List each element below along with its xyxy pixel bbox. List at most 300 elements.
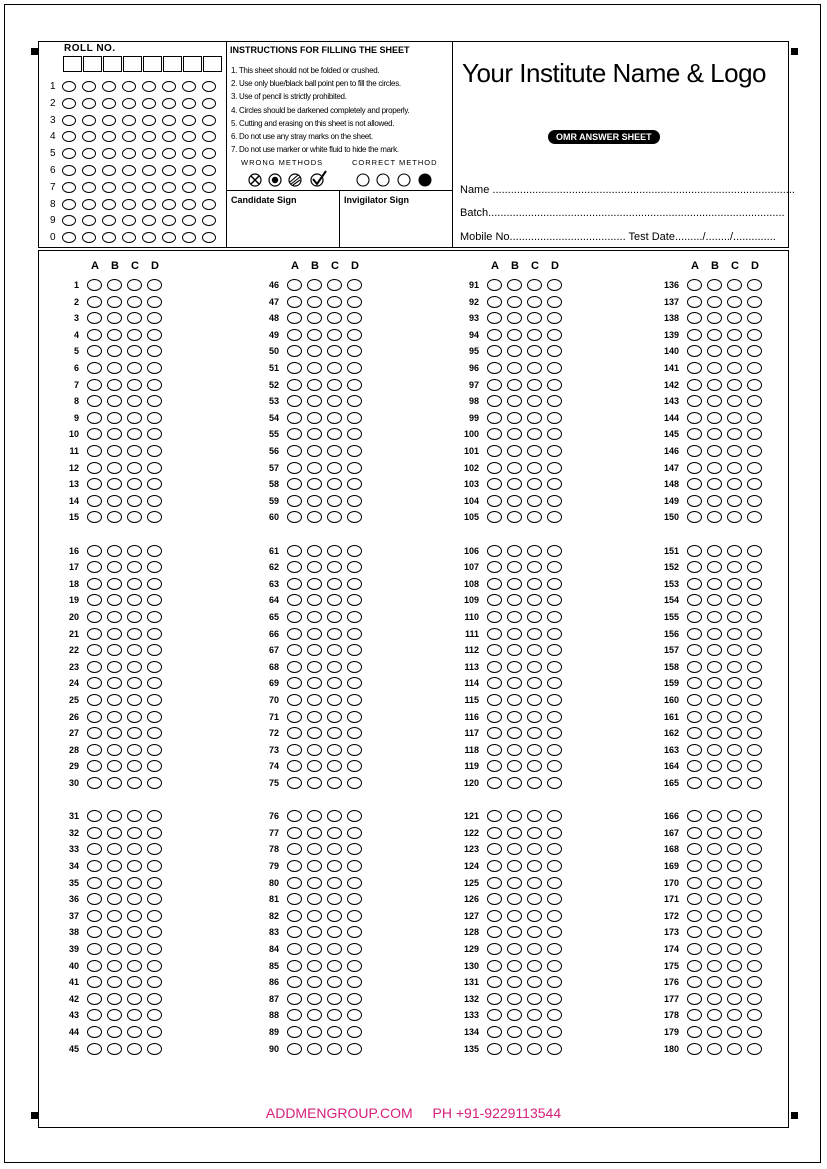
answer-bubble[interactable]: [547, 777, 562, 789]
answer-bubble[interactable]: [727, 877, 742, 889]
answer-bubble[interactable]: [87, 511, 102, 523]
answer-bubble[interactable]: [287, 760, 302, 772]
answer-bubble[interactable]: [107, 478, 122, 490]
answer-bubble[interactable]: [487, 578, 502, 590]
answer-bubble[interactable]: [727, 279, 742, 291]
answer-bubble[interactable]: [687, 611, 702, 623]
answer-bubble[interactable]: [107, 362, 122, 374]
answer-bubble[interactable]: [87, 611, 102, 623]
answer-bubble[interactable]: [107, 877, 122, 889]
answer-bubble[interactable]: [747, 379, 762, 391]
answer-bubble[interactable]: [527, 910, 542, 922]
answer-bubble[interactable]: [327, 362, 342, 374]
answer-bubble[interactable]: [147, 827, 162, 839]
roll-bubble[interactable]: [62, 182, 76, 193]
answer-bubble[interactable]: [727, 578, 742, 590]
answer-bubble[interactable]: [87, 362, 102, 374]
answer-bubble[interactable]: [507, 661, 522, 673]
answer-bubble[interactable]: [347, 843, 362, 855]
roll-bubble[interactable]: [62, 165, 76, 176]
answer-bubble[interactable]: [547, 296, 562, 308]
answer-bubble[interactable]: [147, 395, 162, 407]
answer-bubble[interactable]: [487, 760, 502, 772]
answer-bubble[interactable]: [147, 644, 162, 656]
answer-bubble[interactable]: [707, 727, 722, 739]
roll-bubble[interactable]: [62, 115, 76, 126]
answer-bubble[interactable]: [707, 877, 722, 889]
answer-bubble[interactable]: [327, 279, 342, 291]
answer-bubble[interactable]: [287, 362, 302, 374]
answer-bubble[interactable]: [487, 561, 502, 573]
answer-bubble[interactable]: [727, 495, 742, 507]
answer-bubble[interactable]: [87, 711, 102, 723]
roll-bubble[interactable]: [182, 232, 196, 243]
roll-bubble[interactable]: [182, 131, 196, 142]
answer-bubble[interactable]: [327, 677, 342, 689]
answer-bubble[interactable]: [707, 362, 722, 374]
answer-bubble[interactable]: [747, 943, 762, 955]
answer-bubble[interactable]: [507, 744, 522, 756]
answer-bubble[interactable]: [547, 711, 562, 723]
answer-bubble[interactable]: [107, 511, 122, 523]
answer-bubble[interactable]: [707, 478, 722, 490]
roll-bubble[interactable]: [162, 98, 176, 109]
answer-bubble[interactable]: [527, 379, 542, 391]
answer-bubble[interactable]: [327, 877, 342, 889]
answer-bubble[interactable]: [87, 495, 102, 507]
answer-bubble[interactable]: [147, 926, 162, 938]
answer-bubble[interactable]: [747, 561, 762, 573]
answer-bubble[interactable]: [127, 296, 142, 308]
answer-bubble[interactable]: [507, 412, 522, 424]
answer-bubble[interactable]: [687, 545, 702, 557]
roll-number-entry-boxes[interactable]: [63, 56, 223, 72]
answer-bubble[interactable]: [747, 727, 762, 739]
answer-bubble[interactable]: [347, 677, 362, 689]
answer-bubble[interactable]: [527, 395, 542, 407]
answer-bubble[interactable]: [127, 760, 142, 772]
answer-bubble[interactable]: [347, 412, 362, 424]
answer-bubble[interactable]: [87, 395, 102, 407]
answer-bubble[interactable]: [327, 395, 342, 407]
roll-bubble[interactable]: [102, 131, 116, 142]
answer-bubble[interactable]: [287, 279, 302, 291]
answer-bubble[interactable]: [307, 578, 322, 590]
answer-bubble[interactable]: [687, 1009, 702, 1021]
answer-bubble[interactable]: [347, 312, 362, 324]
answer-bubble[interactable]: [347, 379, 362, 391]
answer-bubble[interactable]: [687, 760, 702, 772]
answer-bubble[interactable]: [487, 827, 502, 839]
answer-bubble[interactable]: [127, 926, 142, 938]
answer-bubble[interactable]: [547, 677, 562, 689]
answer-bubble[interactable]: [307, 910, 322, 922]
roll-bubble[interactable]: [102, 98, 116, 109]
answer-bubble[interactable]: [327, 644, 342, 656]
answer-bubble[interactable]: [727, 628, 742, 640]
roll-bubble[interactable]: [182, 115, 196, 126]
answer-bubble[interactable]: [327, 478, 342, 490]
answer-bubble[interactable]: [727, 943, 742, 955]
roll-bubble[interactable]: [122, 148, 136, 159]
answer-bubble[interactable]: [547, 412, 562, 424]
answer-bubble[interactable]: [87, 993, 102, 1005]
answer-bubble[interactable]: [687, 478, 702, 490]
answer-bubble[interactable]: [287, 694, 302, 706]
answer-bubble[interactable]: [727, 412, 742, 424]
answer-bubble[interactable]: [687, 727, 702, 739]
answer-bubble[interactable]: [287, 1009, 302, 1021]
roll-bubble[interactable]: [82, 215, 96, 226]
answer-bubble[interactable]: [307, 877, 322, 889]
roll-bubble[interactable]: [142, 199, 156, 210]
answer-bubble[interactable]: [147, 744, 162, 756]
answer-bubble[interactable]: [147, 379, 162, 391]
answer-bubble[interactable]: [547, 545, 562, 557]
roll-digit-box[interactable]: [143, 56, 162, 72]
answer-bubble[interactable]: [747, 362, 762, 374]
answer-bubble[interactable]: [307, 495, 322, 507]
answer-bubble[interactable]: [747, 279, 762, 291]
roll-bubble[interactable]: [142, 165, 156, 176]
answer-bubble[interactable]: [687, 661, 702, 673]
answer-bubble[interactable]: [347, 727, 362, 739]
answer-bubble[interactable]: [327, 628, 342, 640]
answer-bubble[interactable]: [507, 694, 522, 706]
answer-bubble[interactable]: [87, 910, 102, 922]
roll-bubble[interactable]: [122, 165, 136, 176]
answer-bubble[interactable]: [327, 827, 342, 839]
answer-bubble[interactable]: [87, 462, 102, 474]
answer-bubble[interactable]: [107, 312, 122, 324]
answer-bubble[interactable]: [127, 578, 142, 590]
answer-bubble[interactable]: [507, 777, 522, 789]
answer-bubble[interactable]: [107, 594, 122, 606]
answer-bubble[interactable]: [147, 594, 162, 606]
answer-bubble[interactable]: [307, 362, 322, 374]
answer-bubble[interactable]: [747, 960, 762, 972]
answer-bubble[interactable]: [347, 296, 362, 308]
answer-bubble[interactable]: [727, 661, 742, 673]
answer-bubble[interactable]: [87, 478, 102, 490]
answer-bubble[interactable]: [547, 279, 562, 291]
answer-bubble[interactable]: [147, 694, 162, 706]
answer-bubble[interactable]: [547, 810, 562, 822]
answer-bubble[interactable]: [127, 362, 142, 374]
answer-bubble[interactable]: [507, 561, 522, 573]
answer-bubble[interactable]: [687, 1026, 702, 1038]
answer-bubble[interactable]: [327, 926, 342, 938]
answer-bubble[interactable]: [107, 1009, 122, 1021]
answer-bubble[interactable]: [727, 677, 742, 689]
answer-bubble[interactable]: [687, 744, 702, 756]
roll-bubble[interactable]: [162, 131, 176, 142]
roll-bubble[interactable]: [202, 98, 216, 109]
answer-bubble[interactable]: [747, 412, 762, 424]
answer-bubble[interactable]: [527, 511, 542, 523]
answer-bubble[interactable]: [127, 744, 142, 756]
answer-bubble[interactable]: [347, 329, 362, 341]
answer-bubble[interactable]: [307, 926, 322, 938]
answer-bubble[interactable]: [307, 445, 322, 457]
answer-bubble[interactable]: [687, 777, 702, 789]
answer-bubble[interactable]: [347, 943, 362, 955]
answer-bubble[interactable]: [707, 1026, 722, 1038]
answer-bubble[interactable]: [127, 1043, 142, 1055]
answer-bubble[interactable]: [687, 943, 702, 955]
answer-bubble[interactable]: [87, 827, 102, 839]
answer-bubble[interactable]: [747, 329, 762, 341]
answer-bubble[interactable]: [507, 445, 522, 457]
answer-bubble[interactable]: [347, 611, 362, 623]
answer-bubble[interactable]: [107, 395, 122, 407]
answer-bubble[interactable]: [687, 578, 702, 590]
roll-bubble[interactable]: [122, 115, 136, 126]
answer-bubble[interactable]: [327, 545, 342, 557]
answer-bubble[interactable]: [287, 677, 302, 689]
answer-bubble[interactable]: [507, 976, 522, 988]
roll-bubble[interactable]: [62, 98, 76, 109]
answer-bubble[interactable]: [287, 545, 302, 557]
answer-bubble[interactable]: [107, 561, 122, 573]
roll-bubble[interactable]: [102, 115, 116, 126]
answer-bubble[interactable]: [127, 379, 142, 391]
answer-bubble[interactable]: [707, 545, 722, 557]
answer-bubble[interactable]: [127, 711, 142, 723]
answer-bubble[interactable]: [707, 462, 722, 474]
answer-bubble[interactable]: [147, 412, 162, 424]
roll-bubble[interactable]: [162, 165, 176, 176]
answer-bubble[interactable]: [287, 976, 302, 988]
answer-bubble[interactable]: [727, 777, 742, 789]
answer-bubble[interactable]: [707, 943, 722, 955]
answer-bubble[interactable]: [147, 312, 162, 324]
answer-bubble[interactable]: [527, 644, 542, 656]
answer-bubble[interactable]: [147, 428, 162, 440]
answer-bubble[interactable]: [147, 329, 162, 341]
answer-bubble[interactable]: [87, 677, 102, 689]
roll-bubble[interactable]: [202, 199, 216, 210]
answer-bubble[interactable]: [487, 711, 502, 723]
answer-bubble[interactable]: [287, 329, 302, 341]
answer-bubble[interactable]: [547, 893, 562, 905]
answer-bubble[interactable]: [527, 545, 542, 557]
answer-bubble[interactable]: [107, 727, 122, 739]
answer-bubble[interactable]: [487, 661, 502, 673]
answer-bubble[interactable]: [527, 827, 542, 839]
answer-bubble[interactable]: [527, 727, 542, 739]
answer-bubble[interactable]: [707, 1043, 722, 1055]
answer-bubble[interactable]: [527, 877, 542, 889]
answer-bubble[interactable]: [307, 594, 322, 606]
answer-bubble[interactable]: [107, 711, 122, 723]
answer-bubble[interactable]: [127, 993, 142, 1005]
answer-bubble[interactable]: [287, 445, 302, 457]
roll-digit-box[interactable]: [103, 56, 122, 72]
answer-bubble[interactable]: [287, 345, 302, 357]
answer-bubble[interactable]: [107, 329, 122, 341]
answer-bubble[interactable]: [487, 1043, 502, 1055]
answer-bubble[interactable]: [687, 910, 702, 922]
answer-bubble[interactable]: [327, 345, 342, 357]
answer-bubble[interactable]: [687, 694, 702, 706]
roll-digit-box[interactable]: [183, 56, 202, 72]
roll-bubble[interactable]: [82, 165, 96, 176]
answer-bubble[interactable]: [707, 744, 722, 756]
answer-bubble[interactable]: [87, 661, 102, 673]
answer-bubble[interactable]: [507, 329, 522, 341]
answer-bubble[interactable]: [287, 843, 302, 855]
answer-bubble[interactable]: [327, 1009, 342, 1021]
answer-bubble[interactable]: [727, 478, 742, 490]
answer-bubble[interactable]: [327, 428, 342, 440]
answer-bubble[interactable]: [127, 860, 142, 872]
answer-bubble[interactable]: [147, 1026, 162, 1038]
answer-bubble[interactable]: [147, 495, 162, 507]
answer-bubble[interactable]: [127, 445, 142, 457]
answer-bubble[interactable]: [487, 462, 502, 474]
answer-bubble[interactable]: [707, 993, 722, 1005]
answer-bubble[interactable]: [527, 893, 542, 905]
answer-bubble[interactable]: [87, 810, 102, 822]
answer-bubble[interactable]: [107, 279, 122, 291]
answer-bubble[interactable]: [147, 727, 162, 739]
answer-bubble[interactable]: [147, 943, 162, 955]
answer-bubble[interactable]: [347, 1009, 362, 1021]
answer-bubble[interactable]: [527, 312, 542, 324]
answer-bubble[interactable]: [547, 644, 562, 656]
answer-bubble[interactable]: [707, 561, 722, 573]
answer-bubble[interactable]: [747, 993, 762, 1005]
answer-bubble[interactable]: [307, 827, 322, 839]
answer-bubble[interactable]: [747, 877, 762, 889]
answer-bubble[interactable]: [347, 395, 362, 407]
answer-bubble[interactable]: [547, 312, 562, 324]
answer-bubble[interactable]: [127, 611, 142, 623]
answer-bubble[interactable]: [347, 594, 362, 606]
answer-bubble[interactable]: [87, 1043, 102, 1055]
answer-bubble[interactable]: [287, 395, 302, 407]
answer-bubble[interactable]: [127, 827, 142, 839]
answer-bubble[interactable]: [727, 960, 742, 972]
answer-bubble[interactable]: [727, 445, 742, 457]
answer-bubble[interactable]: [527, 594, 542, 606]
answer-bubble[interactable]: [527, 976, 542, 988]
answer-bubble[interactable]: [707, 910, 722, 922]
answer-bubble[interactable]: [107, 777, 122, 789]
answer-bubble[interactable]: [707, 594, 722, 606]
answer-bubble[interactable]: [87, 760, 102, 772]
answer-bubble[interactable]: [547, 926, 562, 938]
answer-bubble[interactable]: [127, 329, 142, 341]
answer-bubble[interactable]: [347, 661, 362, 673]
answer-bubble[interactable]: [87, 694, 102, 706]
answer-bubble[interactable]: [347, 760, 362, 772]
answer-bubble[interactable]: [487, 594, 502, 606]
answer-bubble[interactable]: [687, 976, 702, 988]
answer-bubble[interactable]: [687, 412, 702, 424]
answer-bubble[interactable]: [547, 611, 562, 623]
answer-bubble[interactable]: [527, 362, 542, 374]
answer-bubble[interactable]: [307, 395, 322, 407]
answer-bubble[interactable]: [147, 545, 162, 557]
answer-bubble[interactable]: [87, 777, 102, 789]
answer-bubble[interactable]: [547, 993, 562, 1005]
answer-bubble[interactable]: [327, 910, 342, 922]
answer-bubble[interactable]: [527, 495, 542, 507]
answer-bubble[interactable]: [307, 976, 322, 988]
answer-bubble[interactable]: [507, 362, 522, 374]
answer-bubble[interactable]: [507, 926, 522, 938]
answer-bubble[interactable]: [487, 412, 502, 424]
roll-bubble[interactable]: [102, 232, 116, 243]
answer-bubble[interactable]: [107, 926, 122, 938]
answer-bubble[interactable]: [547, 1026, 562, 1038]
answer-bubble[interactable]: [507, 760, 522, 772]
answer-bubble[interactable]: [307, 727, 322, 739]
answer-bubble[interactable]: [147, 279, 162, 291]
roll-bubble[interactable]: [202, 115, 216, 126]
answer-bubble[interactable]: [507, 395, 522, 407]
answer-bubble[interactable]: [147, 711, 162, 723]
answer-bubble[interactable]: [687, 428, 702, 440]
answer-bubble[interactable]: [347, 462, 362, 474]
answer-bubble[interactable]: [747, 860, 762, 872]
answer-bubble[interactable]: [707, 312, 722, 324]
answer-bubble[interactable]: [307, 561, 322, 573]
answer-bubble[interactable]: [707, 694, 722, 706]
answer-bubble[interactable]: [687, 677, 702, 689]
roll-digit-box[interactable]: [83, 56, 102, 72]
answer-bubble[interactable]: [127, 661, 142, 673]
answer-bubble[interactable]: [747, 711, 762, 723]
answer-bubble[interactable]: [107, 976, 122, 988]
answer-bubble[interactable]: [727, 561, 742, 573]
answer-bubble[interactable]: [127, 910, 142, 922]
answer-bubble[interactable]: [487, 279, 502, 291]
answer-bubble[interactable]: [707, 395, 722, 407]
answer-bubble[interactable]: [527, 943, 542, 955]
roll-bubble[interactable]: [162, 81, 176, 92]
answer-bubble[interactable]: [527, 628, 542, 640]
roll-bubble[interactable]: [82, 182, 96, 193]
answer-bubble[interactable]: [147, 345, 162, 357]
answer-bubble[interactable]: [147, 893, 162, 905]
answer-bubble[interactable]: [527, 677, 542, 689]
roll-bubble[interactable]: [182, 182, 196, 193]
answer-bubble[interactable]: [107, 993, 122, 1005]
answer-bubble[interactable]: [347, 478, 362, 490]
roll-bubble[interactable]: [82, 199, 96, 210]
answer-bubble[interactable]: [347, 362, 362, 374]
roll-bubble[interactable]: [202, 165, 216, 176]
answer-bubble[interactable]: [127, 628, 142, 640]
answer-bubble[interactable]: [547, 1043, 562, 1055]
answer-bubble[interactable]: [747, 628, 762, 640]
answer-bubble[interactable]: [147, 578, 162, 590]
answer-bubble[interactable]: [347, 445, 362, 457]
answer-bubble[interactable]: [547, 478, 562, 490]
answer-bubble[interactable]: [287, 860, 302, 872]
answer-bubble[interactable]: [307, 462, 322, 474]
roll-digit-box[interactable]: [63, 56, 82, 72]
answer-bubble[interactable]: [327, 976, 342, 988]
answer-bubble[interactable]: [307, 1043, 322, 1055]
answer-bubble[interactable]: [527, 329, 542, 341]
answer-bubble[interactable]: [307, 661, 322, 673]
answer-bubble[interactable]: [747, 428, 762, 440]
roll-bubble[interactable]: [182, 81, 196, 92]
